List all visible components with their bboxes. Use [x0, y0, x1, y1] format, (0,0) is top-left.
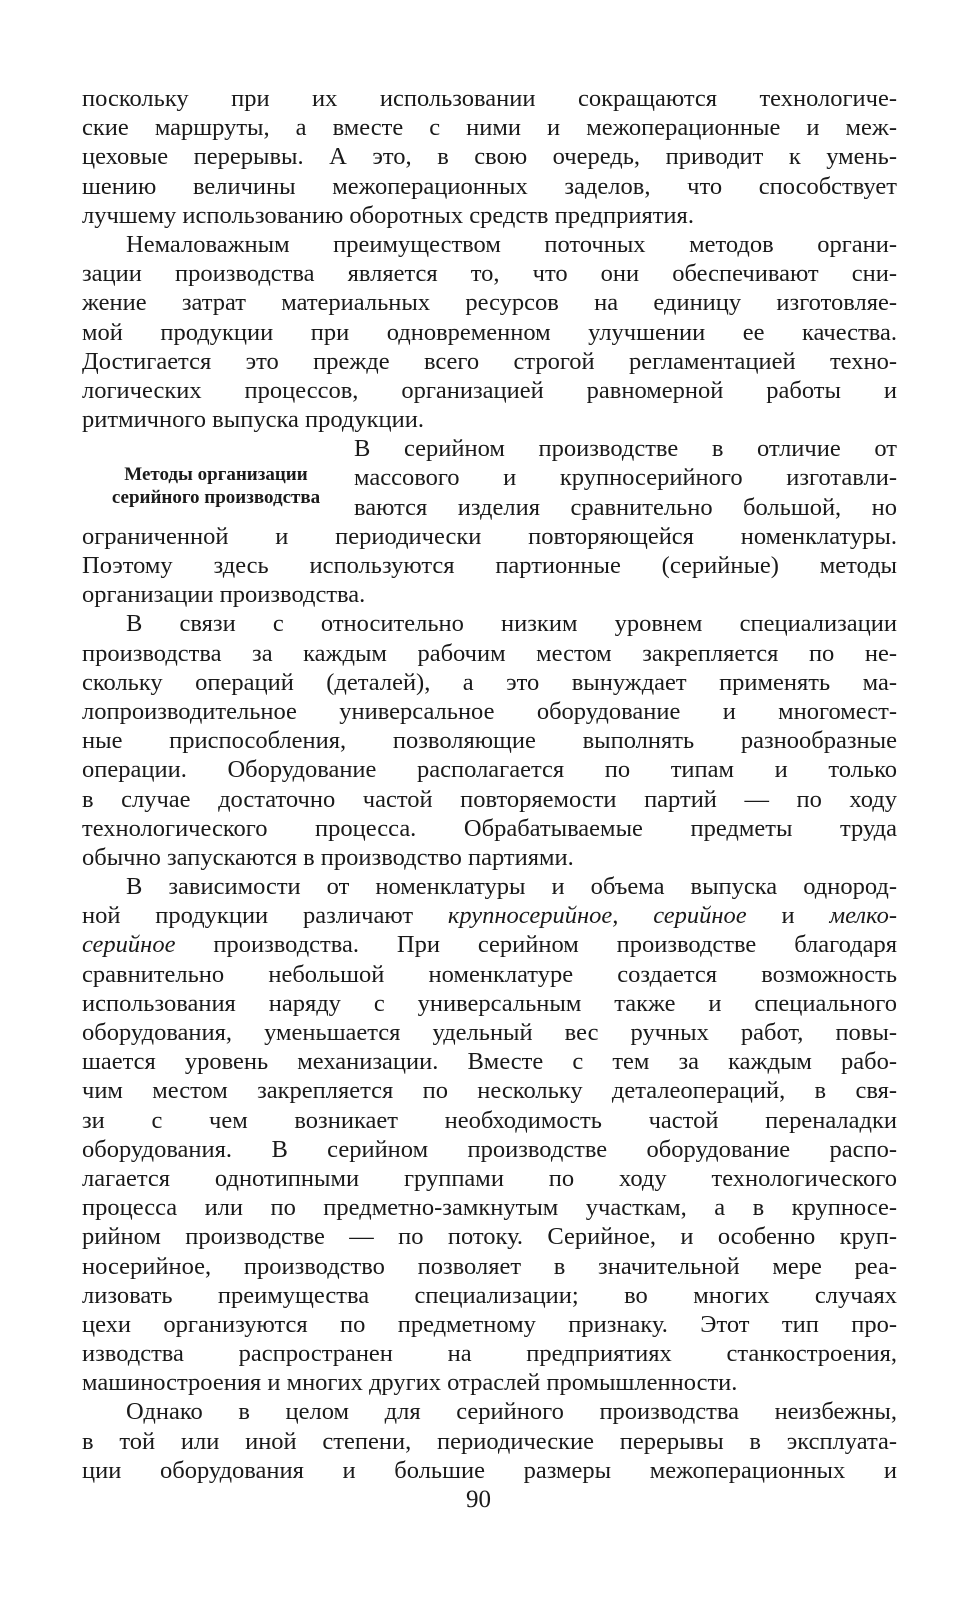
text-line: оборудования. В серийном производстве оборудование распо- [82, 1135, 897, 1163]
sidehead-line: Методы организации [124, 464, 308, 486]
text-line: организации производства. [82, 581, 366, 609]
text-line: В связи с относительно низким уровнем специализации [126, 610, 897, 638]
text-line: лизовать преимущества специализации; во многих случаях [82, 1281, 897, 1309]
sidehead-line: серийного производства [111, 487, 321, 509]
text-line: В зависимости от номенклатуры и объема выпуска однород- [126, 873, 897, 901]
text-line: Поэтому здесь используются партионные (серийные) методы [82, 552, 897, 579]
text-line: В серийном производстве в отличие от [354, 435, 897, 463]
text-line: зи с чем возникает необходимость частой переналадки [82, 1106, 897, 1134]
text-run: производства. При серийном производстве благодаря [175, 931, 897, 959]
text-line: ограниченной и периодически повторяющейся номенклатуры. [82, 522, 897, 550]
text-line: носерийное, производство позволяет в значительной мере реа- [82, 1252, 897, 1280]
text-line: скольку операций (деталей), а это вынуждает применять ма- [82, 668, 897, 696]
text-line: ские маршруты, а вместе с ними и межоперационные и меж- [82, 114, 897, 142]
text-line: технологического процесса. Обрабатываемые предметы труда [82, 814, 897, 842]
text-line: жение затрат материальных ресурсов на единицу изготовляе- [82, 289, 897, 317]
text-line: шению величины межоперационных заделов, что способствует [82, 172, 897, 200]
text-line: в случае достаточно частой повторяемости партий — по ходу [82, 785, 897, 813]
text-run: ной продукции различают [82, 902, 448, 930]
text-line: оборудования, уменьшается удельный вес ручных работ, повы- [82, 1019, 897, 1046]
text-line: лопроизводительное универсальное оборудование и многомест- [82, 697, 897, 725]
paragraph-5 [82, 872, 897, 1397]
text-line: лучшему использованию оборотных средств предприятия. [82, 201, 694, 229]
text-line: цеховые перерывы. А это, в свою очередь, приводит к умень- [82, 143, 897, 171]
text-line: цехи организуются по предметному признаку. Этот тип про- [82, 1310, 897, 1338]
text-line: операции. Оборудование располагается по типам и только [82, 756, 897, 784]
page-number: 90 [466, 1486, 491, 1513]
text-line: машиностроения и многих других отраслей промышленности. [82, 1369, 738, 1397]
text-line: Однако в целом для серийного производства неизбежны, [126, 1398, 897, 1426]
text-line: производства за каждым рабочим местом закрепляется по не- [82, 639, 897, 667]
text-line: сравнительно небольшой номенклатуре создается возможность [82, 960, 897, 988]
text-line: Немаловажным преимуществом поточных методов органи- [126, 230, 897, 258]
text-line: поскольку при их использовании сокращаются технологиче- [82, 85, 897, 112]
text-line-mixed [82, 930, 897, 959]
text-line: в той или иной степени, периодические перерывы в эксплуата- [82, 1427, 897, 1455]
text-line: мой продукции при одновременном улучшении ее качества. [82, 318, 897, 346]
text-line: Достигается это прежде всего строгой регламентацией техно- [82, 347, 897, 375]
paragraph-2 [82, 230, 897, 434]
text-line: лагается однотипными группами по ходу технологического [82, 1164, 897, 1192]
text-line: использования наряду с универсальным также и специального [82, 989, 897, 1017]
text-line: ные приспособления, позволяющие выполнять разнообразные [82, 727, 897, 755]
text-line: рийном производстве — по потоку. Серийное, и особенно круп- [82, 1223, 897, 1251]
paragraph-3 [82, 434, 897, 609]
text-line-mixed [82, 901, 897, 930]
italic-term: серийное [82, 931, 176, 959]
text-line: ваются изделия сравнительно большой, но [354, 493, 897, 521]
text-line: процесса или по предметно-замкнутым участкам, а в крупносе- [82, 1194, 897, 1222]
text-run: и [746, 902, 830, 930]
text-line: ции оборудования и большие размеры межоперационных и [82, 1456, 897, 1484]
section-sidehead [82, 463, 350, 509]
page-body [82, 84, 897, 1485]
paragraph-1 [82, 84, 897, 230]
text-line: массового и крупносерийного изготавли- [354, 464, 897, 492]
italic-term: мелко- [829, 902, 897, 930]
text-line: логических процессов, организацией равномерной работы и [82, 376, 897, 404]
paragraph-4 [82, 609, 897, 872]
text-line: зации производства является то, что они обеспечивают сни- [82, 260, 897, 288]
paragraph-6 [82, 1397, 897, 1485]
text-line: шается уровень механизации. Вместе с тем за каждым рабо- [82, 1048, 897, 1076]
text-line: изводства распространен на предприятиях станкостроения, [82, 1340, 897, 1368]
text-line: чим местом закрепляется по нескольку деталеопераций, в свя- [82, 1077, 897, 1105]
text-line: ритмичного выпуска продукции. [82, 406, 424, 434]
text-line: обычно запускаются в производство партиями. [82, 843, 574, 871]
italic-term: крупносерийное, серийное [447, 902, 747, 930]
